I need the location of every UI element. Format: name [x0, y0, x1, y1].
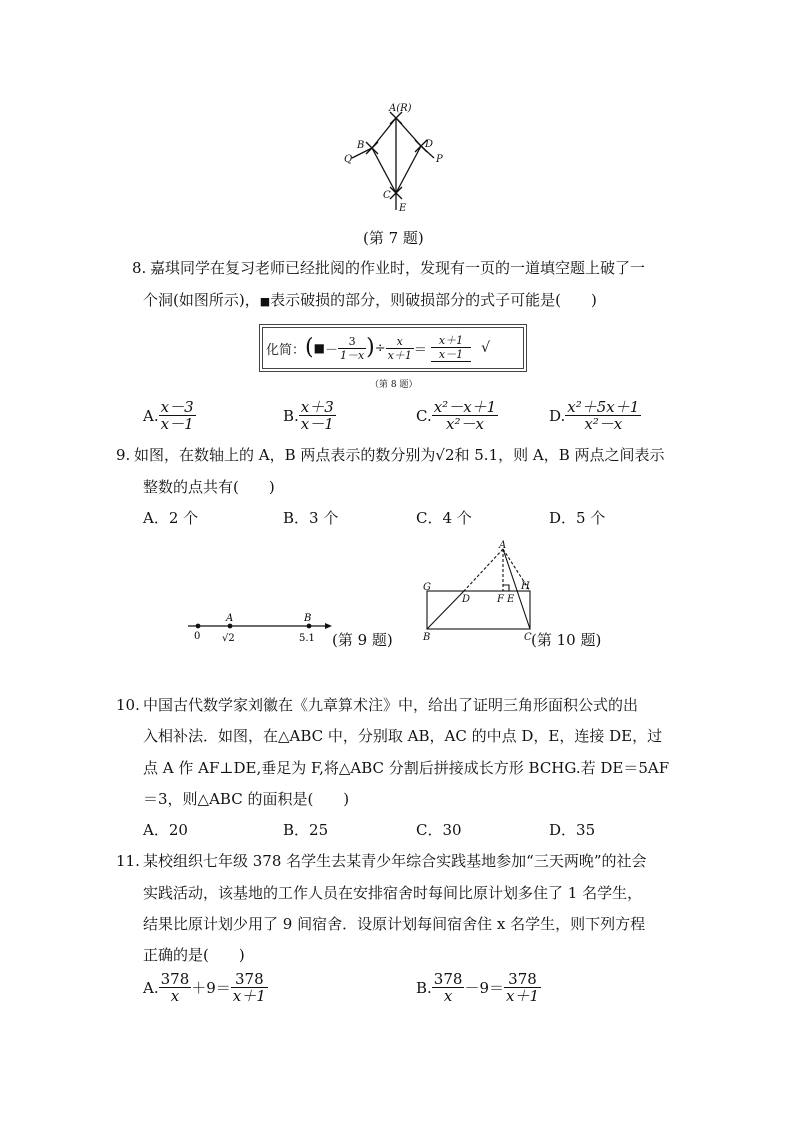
q10-label-g: G: [423, 582, 431, 593]
q7-label-p: P: [436, 154, 443, 165]
q9-point-zero: [196, 624, 201, 629]
q8-hole-symbol: ■: [259, 295, 271, 308]
q8-line2-b: 表示破损的部分，则破损部分的式子可能是( ): [270, 291, 597, 309]
q10-option-b: B．25: [283, 821, 329, 839]
q11-line1: 某校组织七年级 378 名学生去某青少年综合实践基地参加“三天两晚”的社会: [143, 852, 647, 870]
q7-line-dc: [396, 146, 421, 193]
q8-frac1: [338, 335, 366, 362]
q8-hole-square: ■: [313, 341, 325, 355]
q8-answer: [431, 334, 471, 362]
q10-option-a: A．20: [143, 821, 188, 839]
q9-point-b: [307, 624, 312, 629]
q9-axis-arrow: [325, 623, 332, 629]
q8-option-b: B. $\frac{x+3}{x-1}$: [283, 398, 334, 433]
q11-line2: 实践活动，该基地的工作人员在安排宿舍时每间比原计划多住了 1 名学生，: [143, 884, 643, 902]
q8-equals: ＝: [413, 342, 427, 358]
q8-minus: －: [324, 342, 338, 358]
q10-label-c: C: [524, 632, 532, 643]
q9-point-a: [228, 624, 233, 629]
q8-line2: [143, 290, 597, 312]
q9-number-line: [185, 608, 335, 648]
q8-option-a: A. $\frac{x-3}{x-1}$: [143, 398, 194, 433]
q8-option-c: C. $\frac{\text{x²－x＋1}}{\text{x²－x}}$: [416, 398, 497, 433]
q7-label-d: D: [425, 139, 434, 150]
q8-answer-num: x＋1: [431, 334, 471, 348]
q10-number: 10.: [116, 696, 140, 714]
q7-label-e: E: [399, 203, 407, 214]
q7-figure: [330, 98, 460, 220]
q9-label-a: A: [226, 613, 234, 624]
q10-line3: 点 A 作 AF⊥DE,垂足为 F,将△ABC 分割后拼接成长方形 BCHG.若 DE＝5AF: [143, 759, 670, 777]
q8-box: [259, 324, 527, 372]
q10-figure: [418, 538, 538, 648]
q10-label-f: F: [497, 594, 504, 605]
q8-box-prefix: 化简：: [266, 342, 306, 358]
q9-caption: (第 9 题): [332, 631, 393, 649]
q9-label-a-val: √2: [222, 633, 235, 644]
q10-line-ad: [464, 549, 503, 591]
q8-frac2-den: x＋1: [387, 348, 412, 362]
q10-option-d: D．35: [549, 821, 596, 839]
q10-rectangle: [427, 591, 530, 629]
q9-line1: 如图，在数轴上的 A，B 两点表示的数分别为√2和 5.1，则 A，B 两点之间表示: [134, 446, 665, 464]
q9-option-c: C．4 个: [416, 509, 472, 527]
q10-label-b: B: [423, 632, 431, 643]
q8-line1: 嘉琪同学在复习老师已经批阅的作业时，发现有一页的一道填空题上破了一: [150, 259, 646, 277]
q8-check-mark: √: [481, 340, 491, 356]
q10-label-a: A: [499, 540, 507, 551]
q7-label-a: A(R): [389, 103, 412, 114]
q8-option-d: D. $\frac{\text{x²＋5x＋1}}{\text{x²－x}}$: [549, 398, 640, 433]
q9-number: 9.: [116, 446, 131, 464]
q9-label-zero: 0: [194, 631, 201, 642]
q10-label-h: H: [521, 581, 530, 592]
q7-line-bc: [372, 148, 396, 193]
q11-line4: 正确的是( ): [143, 946, 245, 964]
q11-option-a: A. $\frac{378}{x}$ ＋9＝ $\frac{378}{x+1}$: [143, 970, 266, 1005]
q7-label-q: Q: [344, 154, 353, 165]
q8-caption: （第 8 题）: [370, 380, 418, 390]
q8-paren-close: ): [366, 335, 375, 360]
q10-line-bd: [427, 591, 464, 629]
q7-caption: (第 7 题): [363, 229, 424, 247]
q8-frac2: [386, 335, 414, 362]
q8-frac1-den: 1－x: [339, 348, 365, 362]
q11-number: 11.: [116, 852, 140, 870]
q7-label-b: B: [357, 140, 365, 151]
q10-line4: ＝3，则△ABC 的面积是( ): [143, 790, 350, 808]
q10-option-c: C．30: [416, 821, 462, 839]
q11-option-b: B. $\frac{378}{x}$ －9＝ $\frac{378}{x+1}$: [416, 970, 539, 1005]
q10-line1: 中国古代数学家刘徽在《九章算术注》中，给出了证明三角形面积公式的出: [143, 696, 639, 714]
q10-right-angle: [503, 585, 509, 591]
q9-option-a: A．2 个: [143, 509, 199, 527]
q9-line2: 整数的点共有( ): [143, 478, 275, 496]
q9-option-d: D．5 个: [549, 509, 606, 527]
q10-label-e: E: [507, 594, 515, 605]
q9-label-b-val: 5.1: [299, 633, 315, 644]
q8-paren-open: (: [305, 335, 314, 360]
q8-frac2-num: x: [386, 335, 414, 349]
q10-caption: (第 10 题): [531, 631, 602, 649]
q8-line2-a: 个洞(如图所示)，: [143, 291, 260, 309]
q9-label-b: B: [304, 613, 312, 624]
q11-line3: 结果比原计划少用了 9 间宿舍．设原计划每间宿舍住 x 名学生，则下列方程: [143, 915, 646, 933]
q10-line2: 入相补法．如图，在△ABC 中，分别取 AB，AC 的中点 D，E，连接 DE，过: [143, 727, 663, 745]
q10-label-d: D: [462, 594, 471, 605]
q8-number: 8.: [132, 259, 147, 277]
q8-frac1-num: 3: [338, 335, 366, 349]
q9-option-b: B．3 个: [283, 509, 339, 527]
q8-divide: ÷: [374, 340, 386, 356]
q7-label-c: C: [383, 190, 391, 201]
q8-answer-den: x－1: [438, 348, 464, 361]
